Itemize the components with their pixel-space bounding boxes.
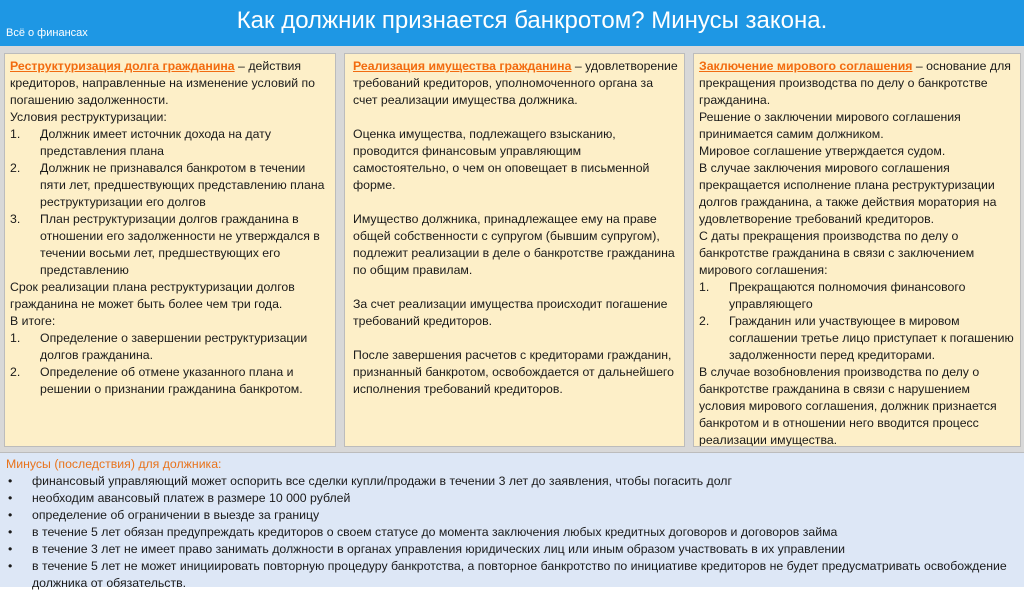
list-text: Гражданин или участвующее в мировом соглашении третье лицо приступает к погашению задолженности перед кредиторами.	[729, 314, 1014, 362]
list-text: необходим авансовый платеж в размере 10 000 рублей	[32, 491, 351, 505]
list-number: 2.	[699, 314, 710, 328]
minuses-title: Минусы (последствия) для должника:	[6, 457, 222, 471]
property-sale-column	[344, 53, 685, 447]
list-text: План реструктуризации долгов гражданина в отношении его задолженности не утверждался в течении восьми лет, предшествующих его представлению	[40, 212, 320, 277]
paragraph: Имущество должника, принадлежащее ему на праве общей собственности с супругом (бывшим супругом), подлежит реализации в деле о банкротстве гражданина по общим правилам.	[353, 212, 675, 277]
brand-label: Всё о финансах	[6, 27, 88, 39]
list-number: 1.	[10, 331, 21, 345]
list-text: финансовый управляющий может оспорить все сделки купли/продажи в течении 3 лет до заявления, чтобы погасить долг	[32, 474, 732, 488]
list-text: Прекращаются полномочия финансового управляющего	[729, 280, 966, 311]
settlement-heading: Заключение мирового соглашения	[699, 59, 913, 73]
list-item	[6, 490, 1018, 507]
minuses-list	[6, 473, 1018, 592]
settlement-list	[699, 279, 1015, 364]
list-item	[10, 126, 330, 160]
settlement-definition: – основание для прекращения производства по делу о банкротстве гражданина.	[699, 59, 1011, 107]
list-item	[699, 279, 1015, 313]
list-text: определение об ограничении в выезде за границу	[32, 508, 320, 522]
list-text: Определение об отмене указанного плана и решении о признании гражданина банкротом.	[40, 365, 303, 396]
list-number: 2.	[10, 365, 21, 379]
bullet-icon: •	[8, 474, 13, 488]
property-sale-definition: – удовлетворение требований кредиторов, уполномоченного органа за счет реализации имущества должника.	[353, 59, 678, 107]
list-text: в течение 3 лет не имеет право занимать должности в органах управления юридических лиц или иным образом участвовать в их управлении	[32, 542, 845, 556]
minuses-panel	[0, 452, 1024, 590]
list-item	[6, 473, 1018, 490]
conditions-title: Условия реструктуризации:	[10, 110, 167, 124]
paragraph: Оценка имущества, подлежащего взысканию, проводится финансовым управляющим самостоятельно, о чем он оповещает в письменной форме.	[353, 127, 650, 192]
conditions-list	[10, 126, 330, 279]
bullet-icon: •	[8, 508, 13, 522]
list-number: 1.	[699, 280, 710, 294]
list-text: Должник имеет источник дохода на дату представления плана	[40, 127, 272, 158]
list-text: Определение о завершении реструктуризации долгов гражданина.	[40, 331, 308, 362]
list-number: 1.	[10, 127, 21, 141]
paragraph: За счет реализации имущества происходит погашение требований кредиторов.	[353, 297, 668, 328]
paragraph: В случае заключения мирового соглашения прекращается исполнение плана реструктуризации долгов гражданина, а также действия моратория на удовлетворение требований кредиторов.	[699, 161, 997, 226]
settlement-intro	[699, 58, 1015, 109]
property-sale-heading: Реализация имущества гражданина	[353, 59, 572, 73]
list-item	[699, 313, 1015, 364]
paragraph: Решение о заключении мирового соглашения принимается самим должником.	[699, 110, 961, 141]
list-text: в течение 5 лет обязан предупреждать кредиторов о своем статусе до момента заключения любых кредитных договоров и договоров займа	[32, 525, 838, 539]
list-text: в течение 5 лет не может инициировать повторную процедуру банкротства, а повторное банкротство по инициативе кредиторов не будет предусматривать освобождение должника от обязательств.	[32, 559, 1007, 590]
page-title: Как должник признается банкротом? Минусы закона.	[236, 7, 828, 34]
list-item	[10, 160, 330, 211]
results-title: В итоге:	[10, 314, 56, 328]
results-list	[10, 330, 330, 398]
list-item	[10, 211, 330, 279]
list-number: 3.	[10, 212, 21, 226]
property-sale-intro	[353, 58, 679, 109]
paragraph: После завершения расчетов с кредиторами гражданин, признанный банкротом, освобождается от дальнейшего исполнения требований кредиторов.	[353, 348, 674, 396]
paragraph: В случае возобновления производства по делу о банкротстве гражданина в связи с нарушением условия мирового соглашения, должник признается банкротом и в отношении него вводится процесс реализации имущества.	[699, 365, 997, 447]
paragraph: Мировое соглашение утверждается судом.	[699, 144, 946, 158]
bullet-icon: •	[8, 525, 13, 539]
list-item	[6, 507, 1018, 524]
restructuring-intro	[10, 58, 330, 109]
list-item	[6, 541, 1018, 558]
restructuring-heading: Реструктуризация долга гражданина	[10, 59, 235, 73]
header-bar	[0, 0, 1024, 46]
bullet-icon: •	[8, 491, 13, 505]
paragraph: С даты прекращения производства по делу о банкротстве гражданина в связи с заключением мирового соглашения:	[699, 229, 975, 277]
bullet-icon: •	[8, 559, 13, 573]
bullet-icon: •	[8, 542, 13, 556]
list-text: Должник не признавался банкротом в течении пяти лет, предшествующих представлению плана реструктуризации его долгов	[40, 161, 325, 209]
restructuring-definition: – действия кредиторов, направленные на изменение условий по погашению задолженности.	[10, 59, 316, 107]
plan-term: Срок реализации плана реструктуризации долгов гражданина не может быть более чем три года.	[10, 280, 295, 311]
settlement-column	[693, 53, 1021, 447]
list-item	[6, 524, 1018, 541]
restructuring-column	[4, 53, 336, 447]
list-number: 2.	[10, 161, 21, 175]
list-item	[10, 364, 330, 398]
list-item	[10, 330, 330, 364]
